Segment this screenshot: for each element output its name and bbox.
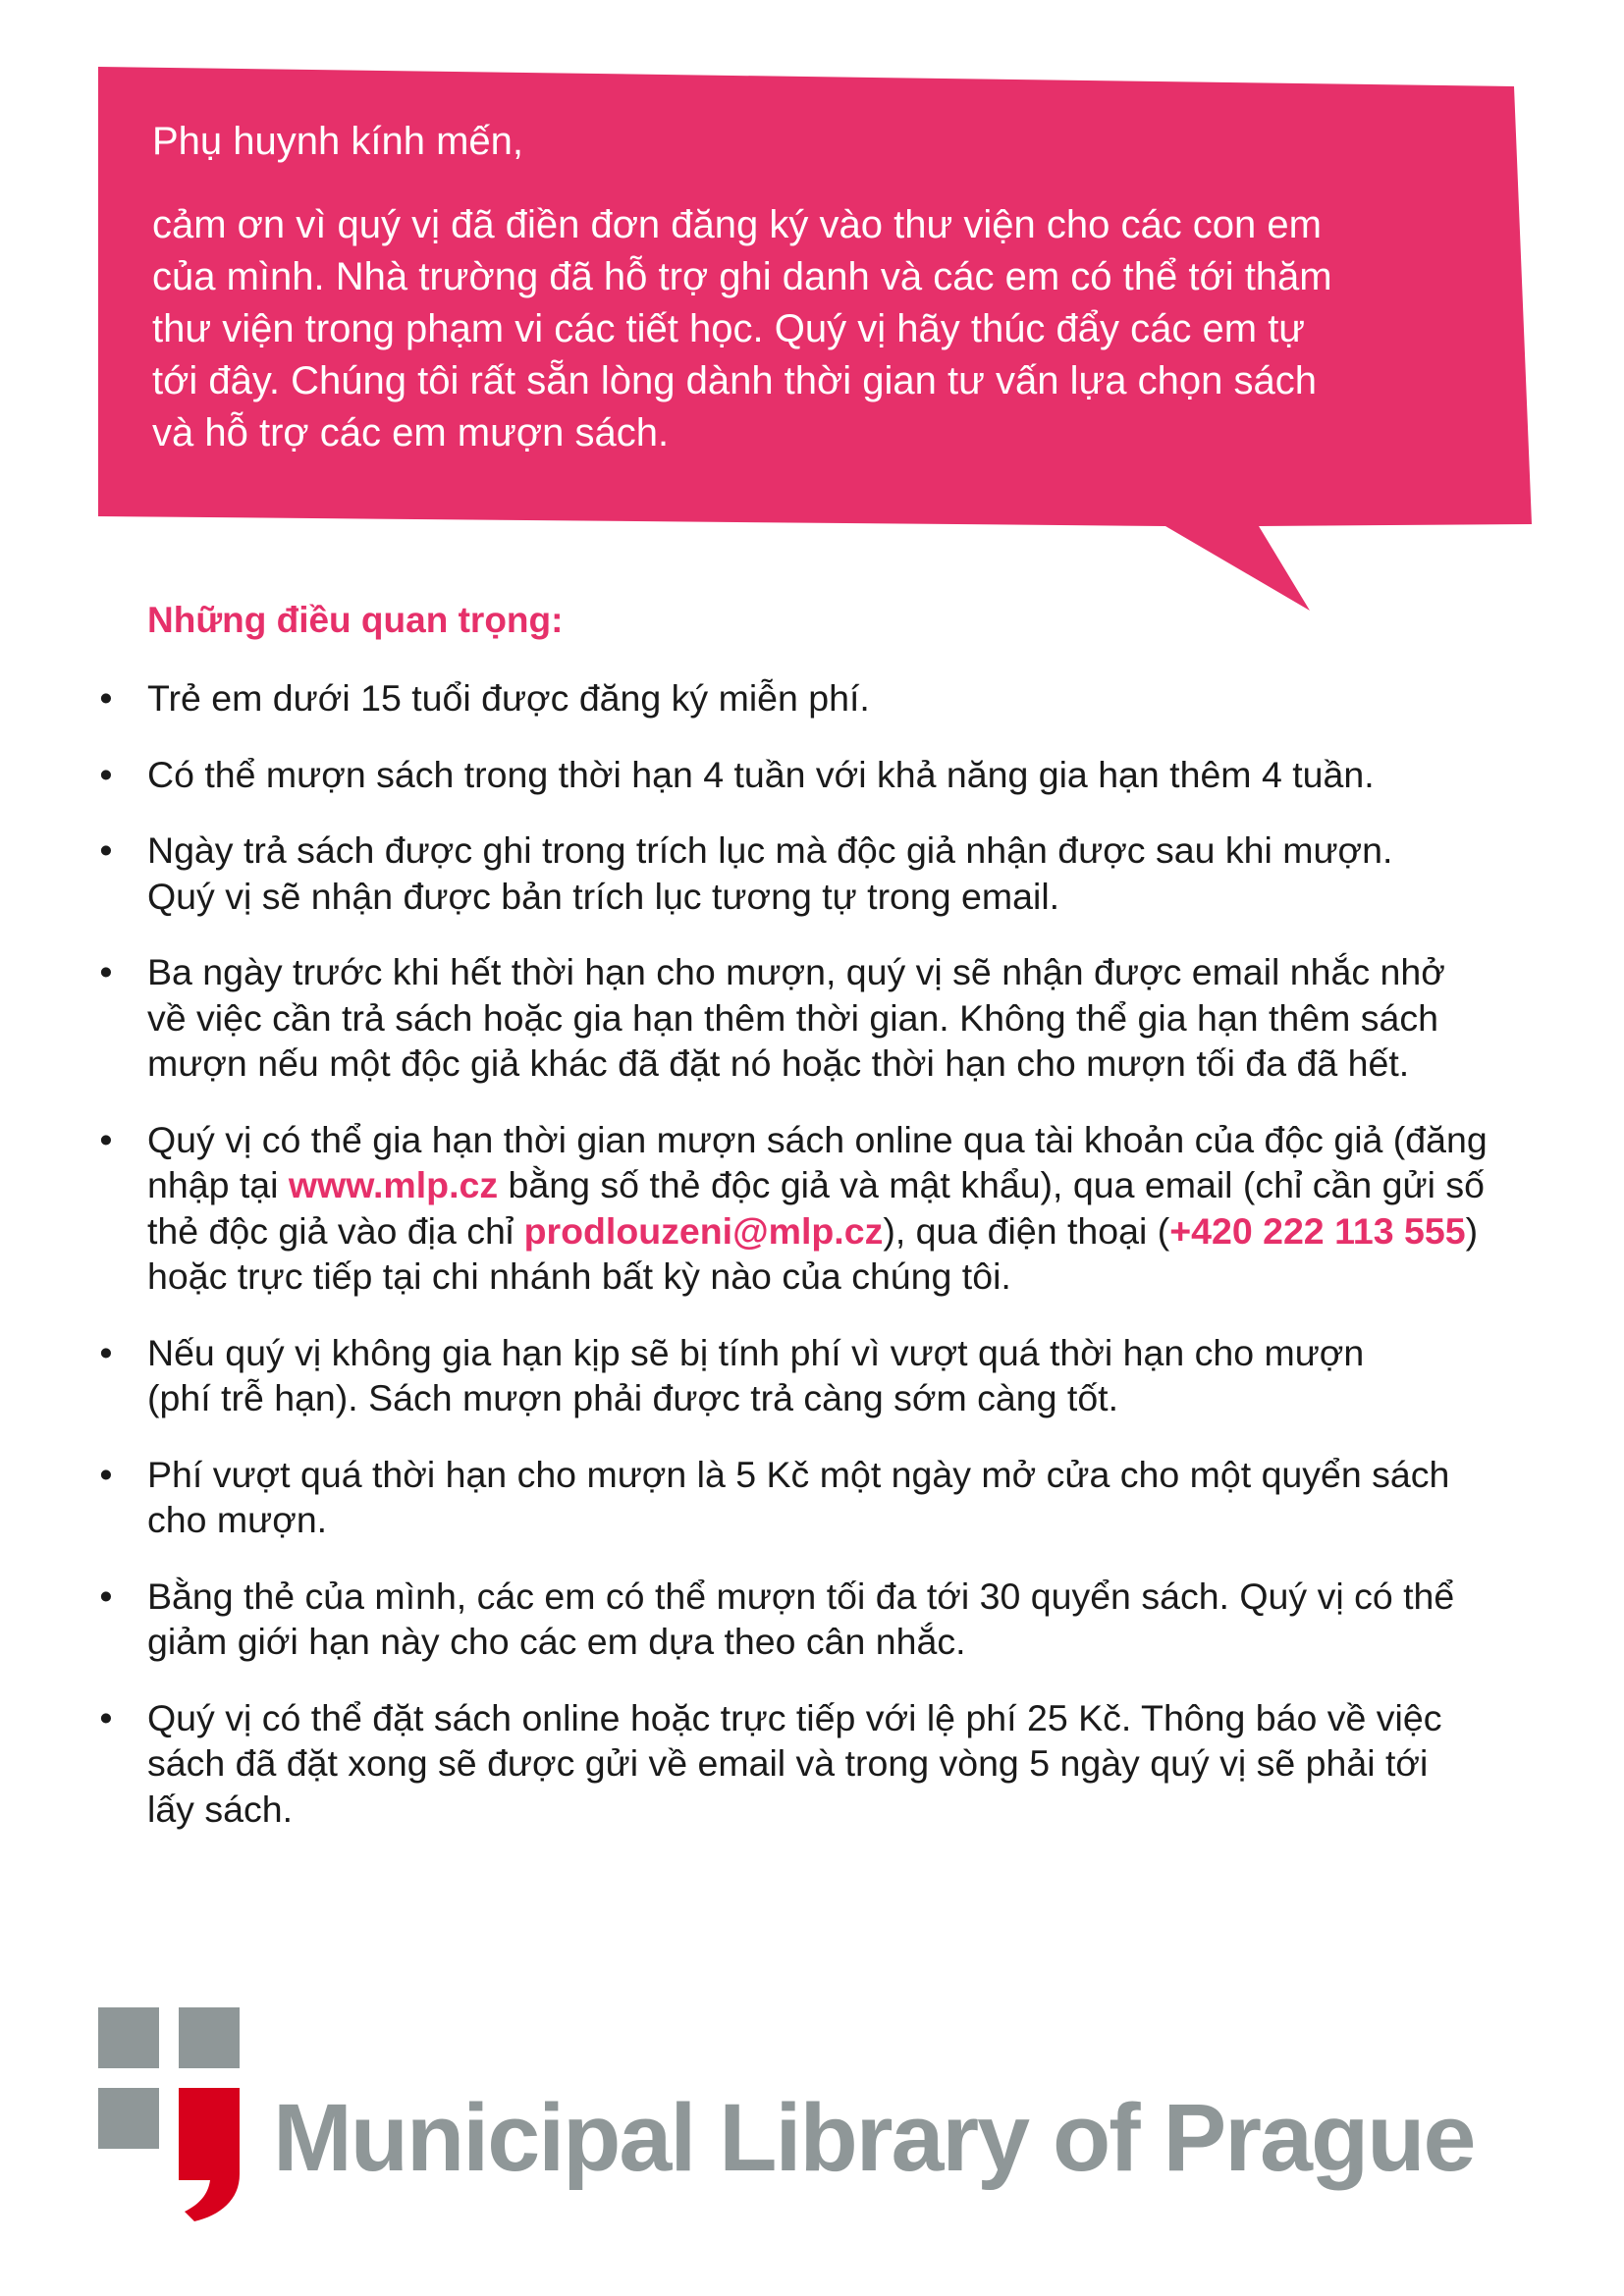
list-item: • Nếu quý vị không gia hạn kịp sẽ bị tính phí vì vượt quá thời hạn cho mượn (phí trễ hạn). Sách mượn phải được trả càng sớm càng tốt.	[147, 1330, 1527, 1421]
intro-line: thư viện trong phạm vi các tiết học. Quý vị hãy thúc đẩy các em tự	[152, 307, 1306, 350]
list-item: • Ngày trả sách được ghi trong trích lục mà độc giả nhận được sau khi mượn. Quý vị sẽ nhận được bản trích lục tương tự trong email.	[147, 828, 1527, 919]
list-item: • Ba ngày trước khi hết thời hạn cho mượn, quý vị sẽ nhận được email nhắc nhở về việc cần trả sách hoặc gia hạn thêm thời gian. Không thể gia hạn thêm sách mượn nếu một độc giả khác đã đặt nó hoặc thời hạn cho mượn tối đa đã hết.	[147, 949, 1527, 1087]
list-item: • Quý vị có thể đặt sách online hoặc trực tiếp với lệ phí 25 Kč. Thông báo về việc sách đã đặt xong sẽ được gửi về email và trong vòng 5 ngày quý vị sẽ phải tới lấy sách.	[147, 1695, 1527, 1833]
bullet-icon: •	[99, 677, 113, 719]
bullet-icon: •	[99, 753, 113, 795]
phone-link[interactable]: +420 222 113 555	[1169, 1209, 1466, 1252]
list-item: • Có thể mượn sách trong thời hạn 4 tuần với khả năng gia hạn thêm 4 tuần.	[147, 752, 1527, 798]
bullet-icon: •	[99, 1696, 113, 1738]
list-item: • Trẻ em dưới 15 tuổi được đăng ký miễn phí.	[147, 675, 1527, 721]
logo-mark-icon	[98, 2007, 255, 2223]
website-link[interactable]: www.mlp.cz	[288, 1164, 499, 1205]
list-item: • Bằng thẻ của mình, các em có thể mượn tối đa tới 30 quyển sách. Quý vị có thể giảm giới hạn này cho các em dựa theo cân nhắc.	[147, 1574, 1527, 1665]
bullet-icon: •	[99, 1453, 113, 1495]
bubble-text	[152, 116, 1507, 459]
important-list	[99, 675, 1527, 1862]
intro-line: và hỗ trợ các em mượn sách.	[152, 411, 670, 454]
email-link[interactable]: prodlouzeni@mlp.cz	[523, 1209, 884, 1252]
bullet-icon: •	[99, 1575, 113, 1617]
bullet-icon: •	[99, 951, 113, 992]
intro-line: cảm ơn vì quý vị đã điền đơn đăng ký vào thư viện cho các con em	[152, 203, 1322, 246]
intro-line: tới đây. Chúng tôi rất sẵn lòng dành thời gian tư vấn lựa chọn sách	[152, 359, 1317, 402]
intro-line: của mình. Nhà trường đã hỗ trợ ghi danh và các em có thể tới thăm	[152, 255, 1332, 298]
section-heading: Những điều quan trọng:	[147, 600, 564, 640]
list-item: • Quý vị có thể gia hạn thời gian mượn sách online qua tài khoản của độc giả (đăng nhập tại www.mlp.cz bằng số thẻ độc giả và mật khẩu), qua email (chỉ cần gửi số thẻ độc giả vào địa chỉ prodlouzeni@mlp.cz), qua điện thoại (+420 222 113 555) hoặc trực tiếp tại chi nhánh bất kỳ nào của chúng tôi.	[147, 1117, 1527, 1300]
logo-wordmark: Municipal Library of Prague	[273, 2084, 1475, 2191]
list-item: • Phí vượt quá thời hạn cho mượn là 5 Kč một ngày mở cửa cho một quyển sách cho mượn.	[147, 1452, 1527, 1543]
bullet-icon: •	[99, 1118, 113, 1160]
library-logo	[98, 2007, 1473, 2223]
bullet-icon: •	[99, 1331, 113, 1373]
bullet-icon: •	[99, 829, 113, 871]
greeting: Phụ huynh kính mến,	[152, 120, 524, 163]
intro-paragraph	[152, 199, 1507, 459]
